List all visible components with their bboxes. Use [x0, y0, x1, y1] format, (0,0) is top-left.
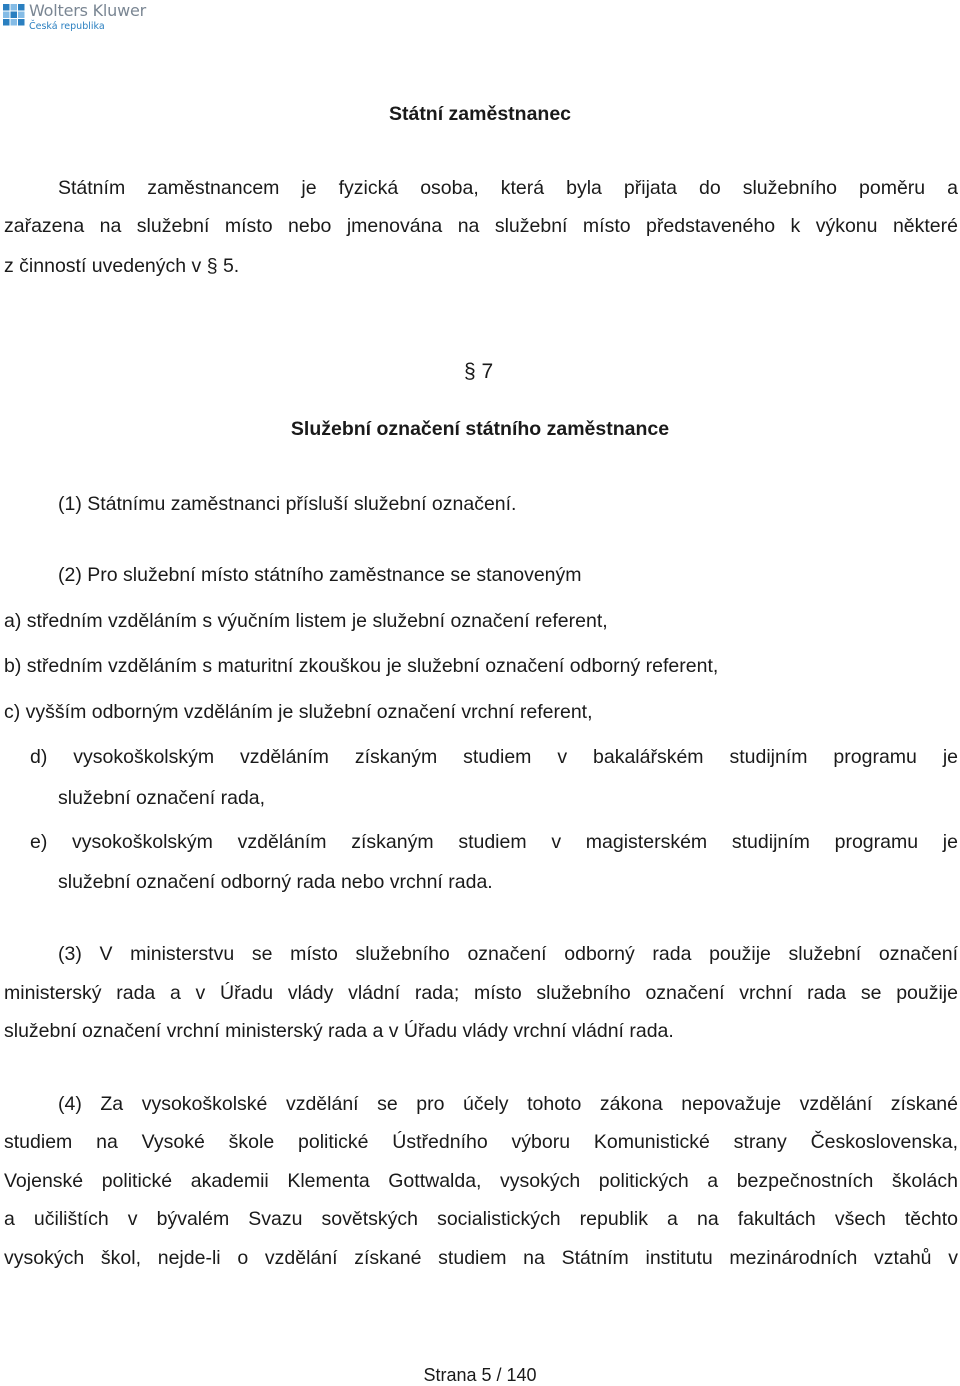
- paragraph-4-line: vysokých škol, nejde-li o vzdělání získané studiem na Státním institutu mezinárodních vztahů v: [4, 1247, 958, 1269]
- paragraph-3-line: (3) V ministerstvu se místo služebního označení odborný rada použije služební označení: [58, 943, 958, 965]
- list-item-e: e) vysokoškolským vzděláním získaným studiem v magisterském studijním programu je: [30, 831, 958, 853]
- paragraph-line: Státním zaměstnancem je fyzická osoba, která byla přijata do služebního poměru a: [58, 177, 958, 199]
- paragraph-3-line: služební označení vrchní ministerský rada a v Úřadu vlády vrchní vládní rada.: [4, 1020, 674, 1042]
- list-item-e-cont: služební označení odborný rada nebo vrchní rada.: [58, 871, 493, 893]
- paragraph-2-intro: (2) Pro služební místo státního zaměstnance se stanoveným: [58, 564, 582, 586]
- list-item-d: d) vysokoškolským vzděláním získaným studiem v bakalářském studijním programu je: [30, 746, 958, 768]
- logo-region: Česká republika: [29, 21, 105, 32]
- paragraph-line: zařazena na služební místo nebo jmenována na služební místo představeného k výkonu některé: [4, 215, 958, 237]
- paragraph-line: z činností uvedených v § 5.: [4, 255, 240, 277]
- paragraph-1: (1) Státnímu zaměstnanci přísluší služební označení.: [58, 493, 517, 515]
- list-item-a: a) středním vzděláním s výučním listem je služební označení referent,: [4, 610, 608, 632]
- list-item-c: c) vyšším odborným vzděláním je služební označení vrchní referent,: [4, 701, 593, 723]
- heading-statni-zamestnanec: Státní zaměstnanec: [388, 103, 572, 125]
- wolters-kluwer-logo: [2, 3, 146, 32]
- wolters-kluwer-logo-icon: [2, 3, 26, 31]
- paragraph-4-line: a učilištích v bývalém Svazu sovětských socialistických republik a na fakultách všech těchto: [4, 1208, 958, 1230]
- section-title: Služební označení státního zaměstnance: [290, 418, 670, 440]
- list-item-b: b) středním vzděláním s maturitní zkouškou je služební označení odborný referent,: [4, 655, 719, 677]
- section-number: § 7: [464, 360, 494, 383]
- list-item-d-cont: služební označení rada,: [58, 787, 266, 809]
- page-number: Strana 5 / 140: [423, 1365, 537, 1385]
- paragraph-4-line: (4) Za vysokoškolské vzdělání se pro účely tohoto zákona nepovažuje vzdělání získané: [58, 1093, 958, 1115]
- paragraph-3-line: ministerský rada a v Úřadu vlády vládní rada; místo služebního označení vrchní rada se použije: [4, 982, 958, 1004]
- paragraph-4-line: studiem na Vysoké škole politické Ústředního výboru Komunistické strany Československa,: [4, 1131, 958, 1153]
- paragraph-4-line: Vojenské politické akademii Klementa Gottwalda, vysokých politických a bezpečnostních školách: [4, 1170, 958, 1192]
- logo-brand-name: Wolters Kluwer: [29, 1, 147, 20]
